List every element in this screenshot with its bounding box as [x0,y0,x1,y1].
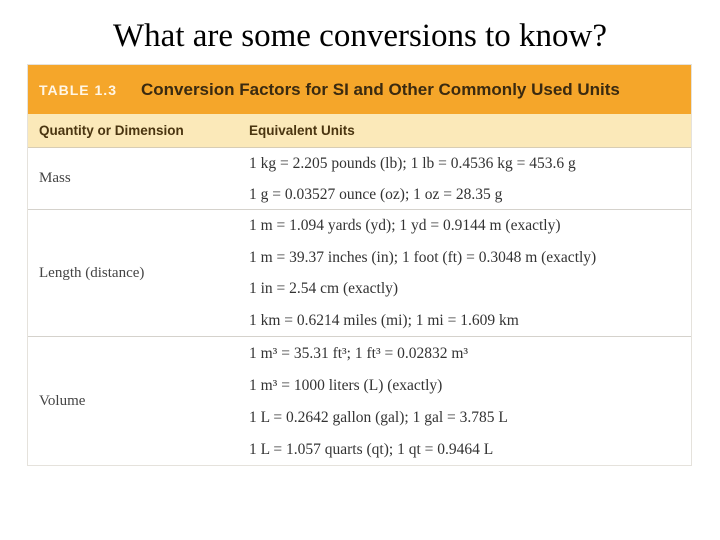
table-group-length [28,210,691,337]
conversion-row: 1 kg = 2.205 pounds (lb); 1 lb = 0.4536 kg = 453.6 g [249,155,576,172]
slide-title: What are some conversions to know? [113,18,607,54]
table-group-mass [28,148,691,210]
conversion-row: 1 in = 2.54 cm (exactly) [249,280,399,298]
column-header-quantity: Quantity or Dimension [39,123,184,138]
table-header-bar [28,65,691,114]
conversion-row: 1 L = 0.2642 gallon (gal); 1 gal = 3.785 L [249,408,508,426]
units-cell [249,148,691,209]
quantity-cell: Mass [39,170,71,186]
conversion-row: 1 g = 0.03527 ounce (oz); 1 oz = 28.35 g [249,186,503,203]
conversion-row: 1 km = 0.6214 miles (mi); 1 mi = 1.609 km [249,311,519,329]
conversion-row: 1 m³ = 35.31 ft³; 1 ft³ = 0.02832 m³ [249,344,469,362]
quantity-cell: Volume [39,392,86,409]
units-cell [249,337,691,465]
conversion-row: 1 m³ = 1000 liters (L) (exactly) [249,376,443,394]
column-header-units: Equivalent Units [249,123,355,138]
table-caption: Conversion Factors for SI and Other Commonly Used Units [140,79,620,99]
column-headers [28,114,691,148]
conversion-row: 1 m = 39.37 inches (in); 1 foot (ft) = 0.3048 m (exactly) [249,248,597,266]
conversion-table [27,64,692,466]
conversion-row: 1 m = 1.094 yards (yd); 1 yd = 0.9144 m (exactly) [249,217,561,235]
table-group-volume [28,337,691,465]
quantity-cell: Length (distance) [39,264,145,281]
table-number: TABLE 1.3 [39,81,117,98]
units-cell [249,210,691,336]
conversion-row: 1 L = 1.057 quarts (qt); 1 qt = 0.9464 L [249,440,494,458]
